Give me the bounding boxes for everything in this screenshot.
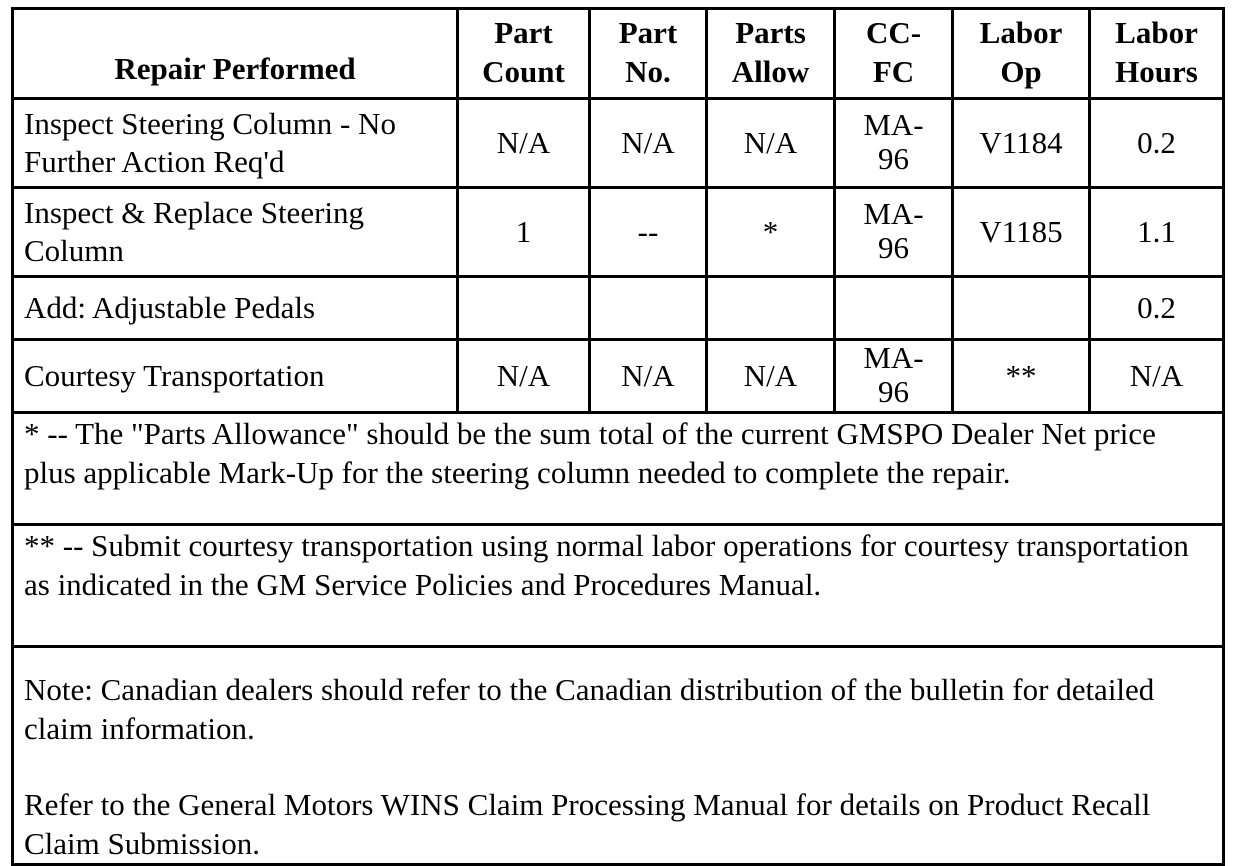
header-part-no: Part No.	[590, 9, 707, 99]
header-row	[13, 9, 1224, 99]
claim-notes-cell	[13, 647, 1224, 865]
labor-claim-table	[11, 7, 1225, 866]
header-labor-op: Labor Op	[953, 9, 1090, 99]
part-count-cell: 1	[458, 188, 590, 277]
part-no-cell	[590, 277, 707, 340]
cc-fc-cell	[835, 188, 953, 277]
part-count-cell: N/A	[458, 340, 590, 413]
parts-allowance-footnote: * -- The "Parts Allowance" should be the sum total of the current GMSPO Dealer Net price plus applicable Mark-Up for the steering column needed to complete the repair.	[13, 413, 1224, 525]
cc-fc-cell	[835, 99, 953, 188]
labor-hours-cell: 1.1	[1090, 188, 1224, 277]
footnote-row	[13, 525, 1224, 647]
cc-fc-value: MA- 96	[863, 196, 924, 265]
labor-op-cell: V1185	[953, 188, 1090, 277]
repair-cell: Add: Adjustable Pedals	[13, 277, 458, 340]
parts-allow-cell: N/A	[707, 99, 835, 188]
part-no-cell: N/A	[590, 99, 707, 188]
canadian-dealers-note: Note: Canadian dealers should refer to the Canadian distribution of the bulletin for detailed claim information.	[24, 672, 1155, 746]
labor-op-cell	[953, 277, 1090, 340]
cc-fc-value: MA- 96	[863, 107, 924, 176]
repair-cell: Inspect & Replace Steering Column	[13, 188, 458, 277]
labor-op-cell: V1184	[953, 99, 1090, 188]
table-row	[13, 340, 1224, 413]
labor-hours-cell: 0.2	[1090, 277, 1224, 340]
labor-op-cell: **	[953, 340, 1090, 413]
cc-fc-cell	[835, 277, 953, 340]
table-row	[13, 277, 1224, 340]
courtesy-transportation-footnote: ** -- Submit courtesy transportation using normal labor operations for courtesy transportation as indicated in the GM Service Policies and Procedures Manual.	[13, 525, 1224, 647]
part-no-cell: N/A	[590, 340, 707, 413]
header-labor-hours: Labor Hours	[1090, 9, 1224, 99]
labor-hours-cell: N/A	[1090, 340, 1224, 413]
part-count-cell	[458, 277, 590, 340]
cc-fc-value: MA- 96	[863, 340, 924, 409]
table-row	[13, 99, 1224, 188]
cc-fc-cell	[835, 340, 953, 413]
repair-cell: Courtesy Transportation	[13, 340, 458, 413]
footnote-row	[13, 413, 1224, 525]
repair-cell: Inspect Steering Column - No Further Action Req'd	[13, 99, 458, 188]
parts-allow-cell	[707, 277, 835, 340]
header-repair-performed: Repair Performed	[13, 9, 458, 99]
table-row	[13, 188, 1224, 277]
labor-hours-cell: 0.2	[1090, 99, 1224, 188]
parts-allow-cell: *	[707, 188, 835, 277]
wins-manual-note: Refer to the General Motors WINS Claim Processing Manual for details on Product Recall Claim Submission.	[24, 787, 1151, 861]
part-no-cell: --	[590, 188, 707, 277]
header-cc-fc: CC-FC	[835, 9, 953, 99]
notes-row	[13, 647, 1224, 865]
header-part-count: Part Count	[458, 9, 590, 99]
header-parts-allow: Parts Allow	[707, 9, 835, 99]
part-count-cell: N/A	[458, 99, 590, 188]
parts-allow-cell: N/A	[707, 340, 835, 413]
